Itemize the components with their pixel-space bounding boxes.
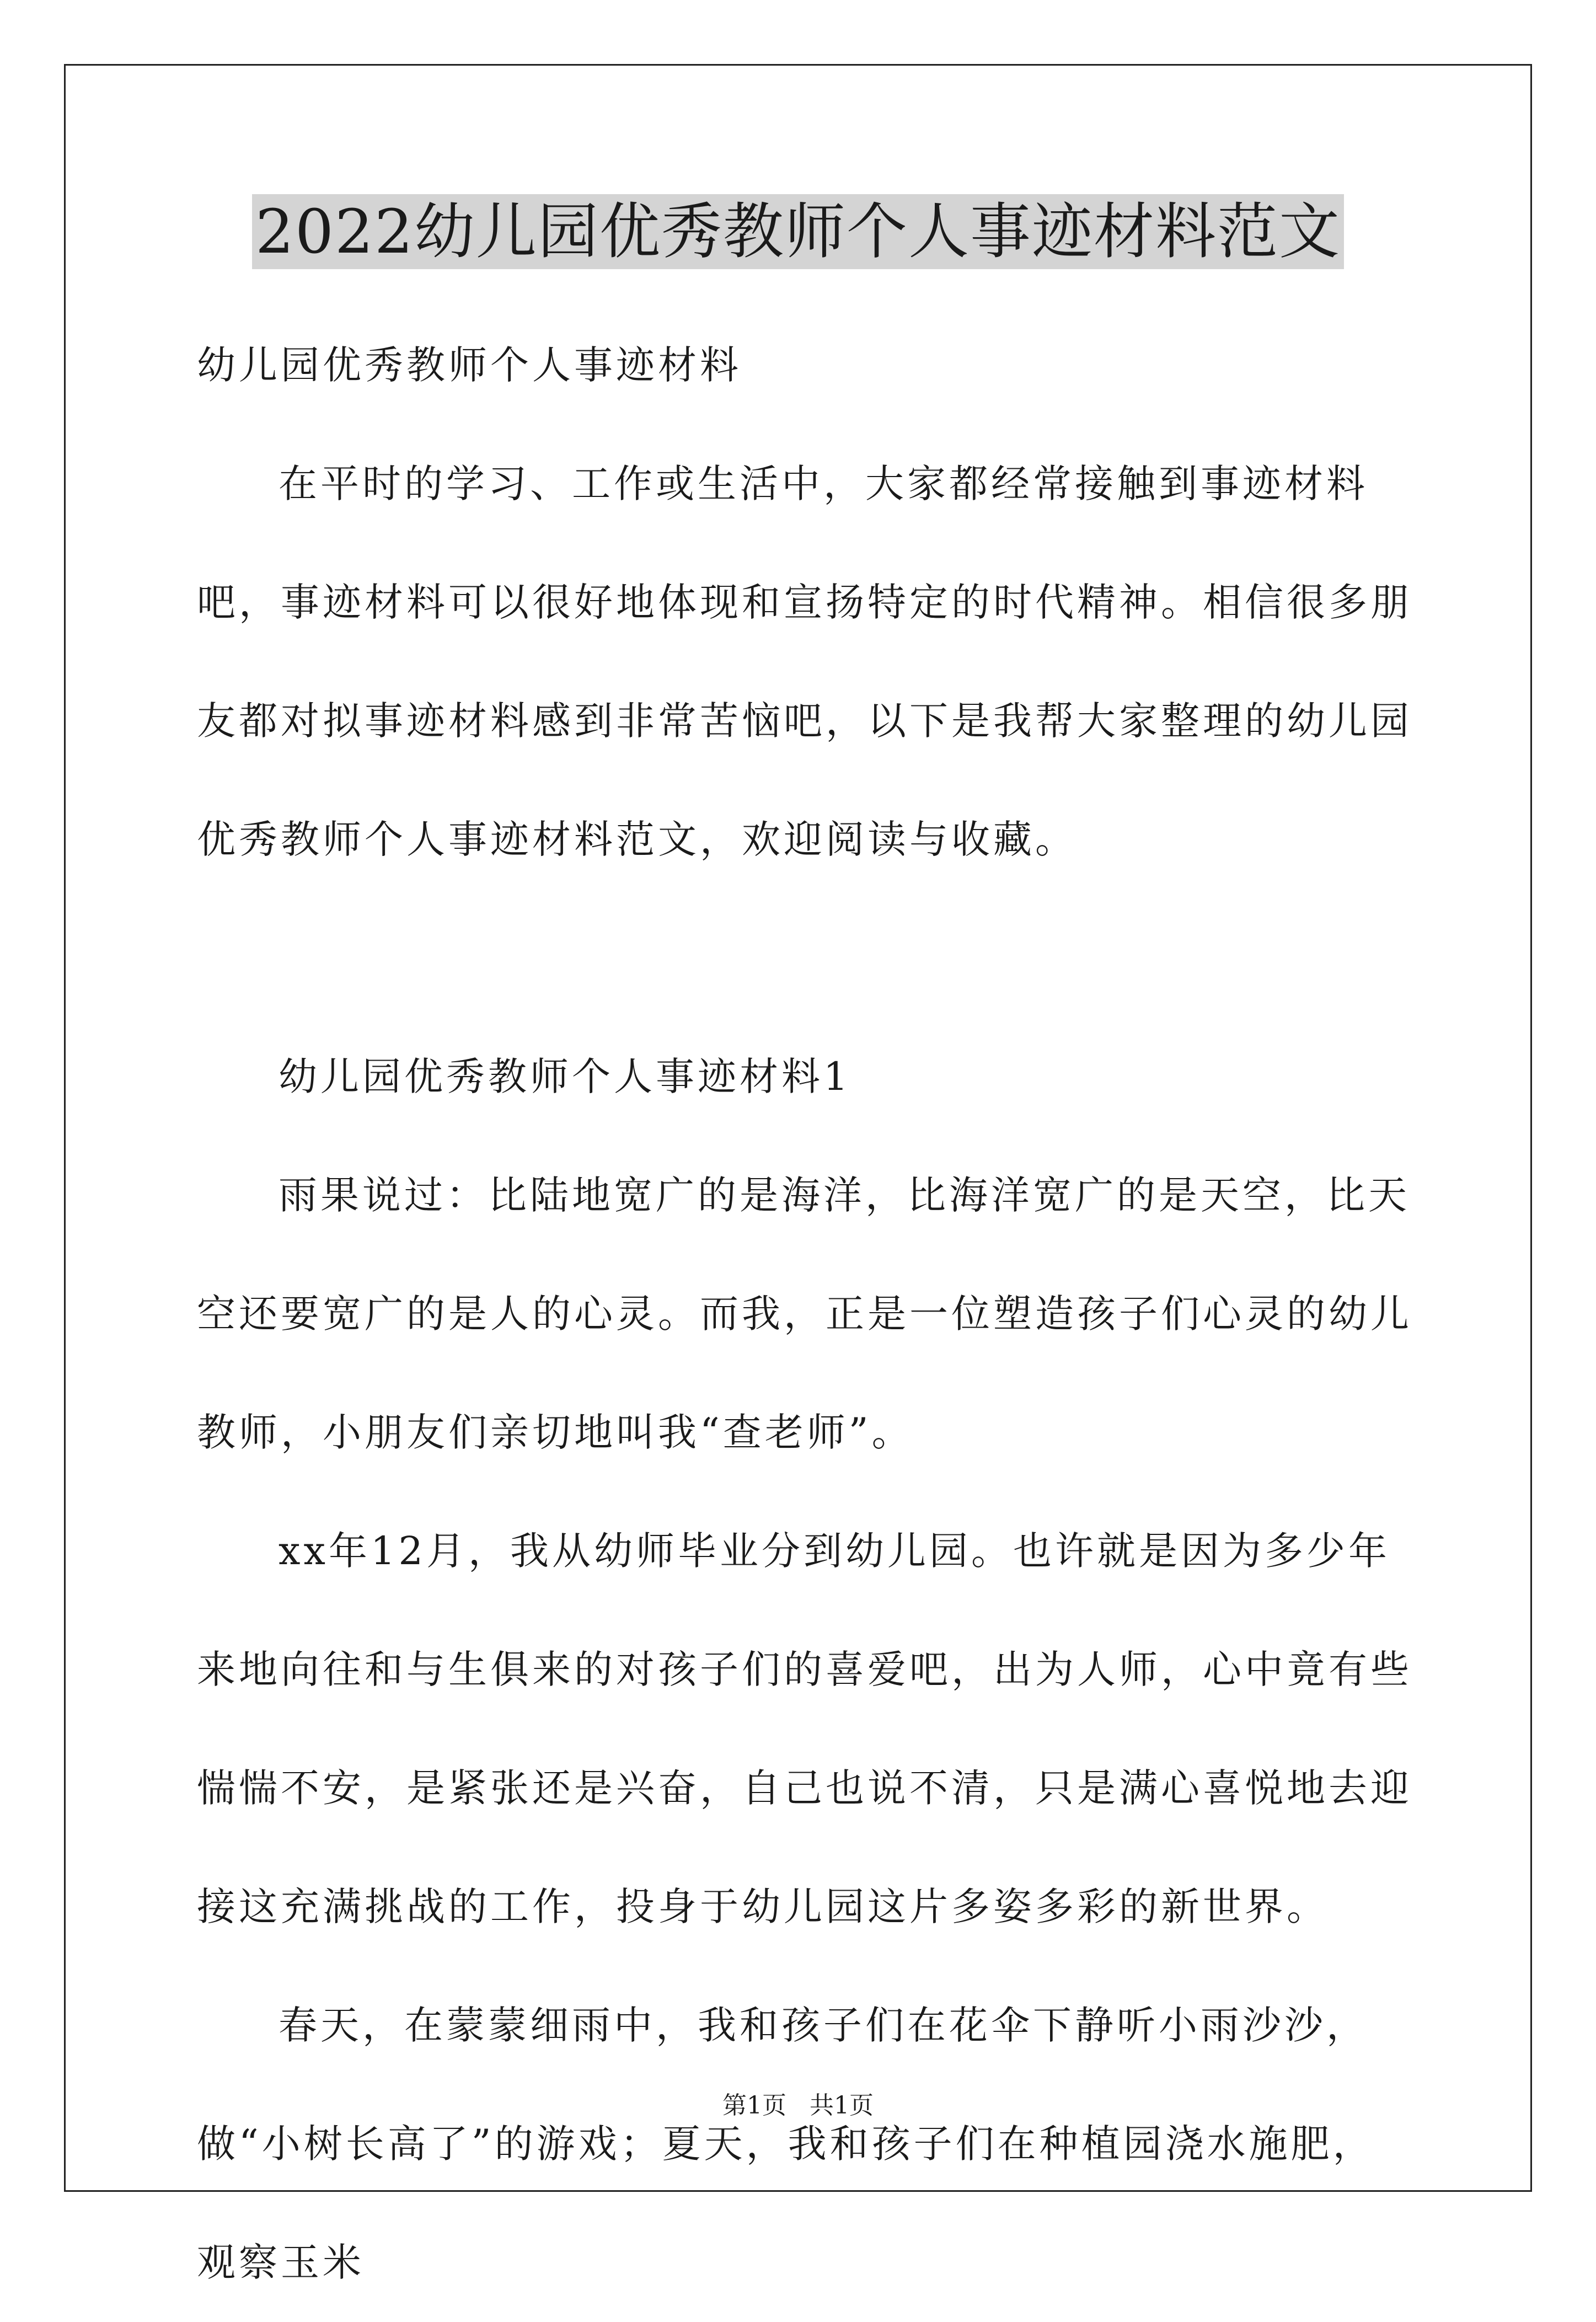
section-heading: 幼儿园优秀教师个人事迹材料1	[279, 1054, 851, 1099]
paragraph-graduation: xx年12月，我从幼师毕业分到幼儿园。也许就是因为多少年来地向往和与生俱来的对孩子们的喜爱吧，出为人师，心中竟有些惴惴不安，是紧张还是兴奋，自己也说不清，只是满心喜悦地去迎接这充满挑战的工作，投身于幼儿园这片多姿多彩的新世界。	[197, 1528, 1412, 1929]
document-title	[0, 190, 1596, 273]
section-spacer	[197, 899, 1416, 1018]
document-subtitle: 幼儿园优秀教师个人事迹材料	[197, 343, 742, 388]
paragraph-hugo-quote: 雨果说过：比陆地宽广的是海洋，比海洋宽广的是天空，比天空还要宽广的是人的心灵。而我，正是一位塑造孩子们心灵的幼儿教师，小朋友们亲切地叫我“查老师”。	[197, 1173, 1412, 1455]
paragraph-intro: 在平时的学习、工作或生活中，大家都经常接触到事迹材料吧，事迹材料可以很好地体现和宣扬特定的时代精神。相信很多朋友都对拟事迹材料感到非常苦恼吧，以下是我帮大家整理的幼儿园优秀教师个人事迹材料范文，欢迎阅读与收藏。	[197, 461, 1412, 862]
page-footer: 第1页 共1页	[722, 2091, 874, 2120]
paragraph-seasons: 春天，在蒙蒙细雨中，我和孩子们在花伞下静听小雨沙沙，做“小树长高了”的游戏；夏天，我和孩子们在种植园浇水施肥，观察玉米	[197, 2003, 1375, 2285]
document-body	[197, 306, 1416, 2322]
document-title-text: 2022幼儿园优秀教师个人事迹材料范文	[252, 194, 1344, 269]
